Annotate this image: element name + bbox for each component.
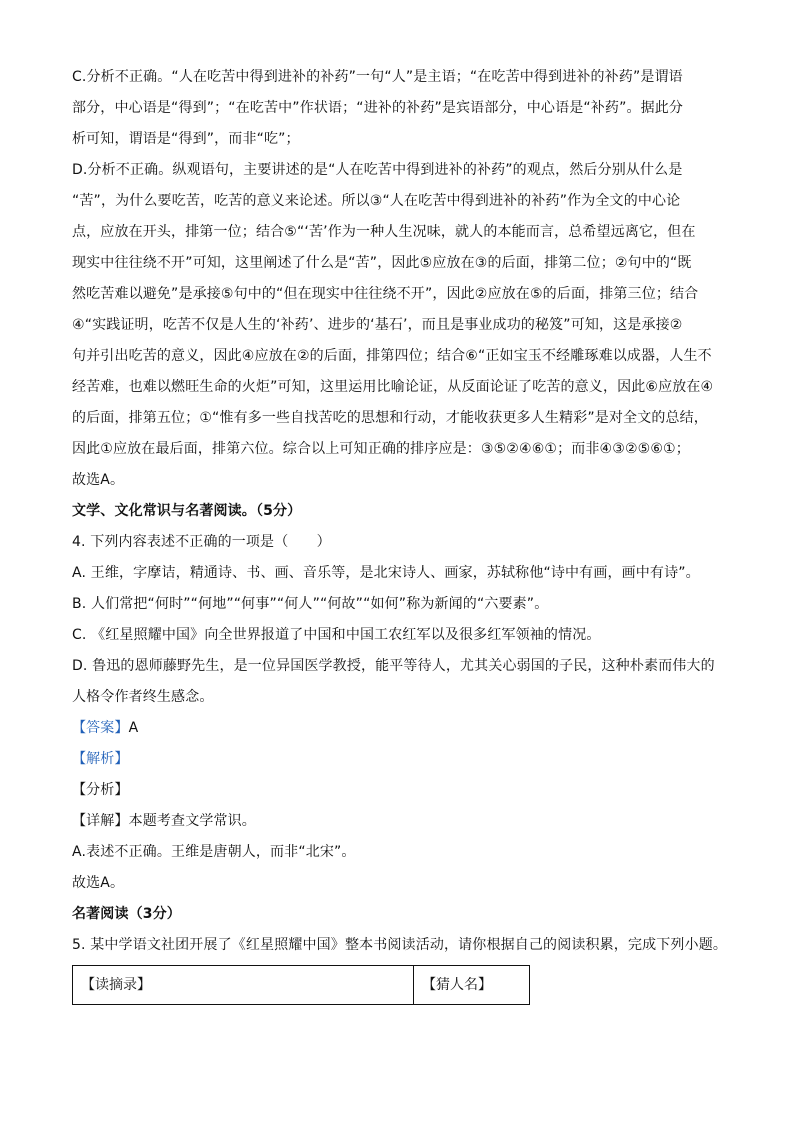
detail-explanation: A.表述不正确。王维是唐朝人，而非“北宋”。 (72, 844, 356, 860)
answer-line (72, 713, 724, 744)
detail-line (72, 806, 724, 837)
question-5 (72, 930, 728, 1005)
analysis-line: D.分析不正确。纵观语句，主要讲述的是“人在吃苦中得到进补的补药”的观点，然后分别从什么是 (72, 162, 683, 178)
analysis-line: 现实中往往绕不开”可知，这里阐述了什么是“苦”，因此⑤应放在③的后面，排第二位；②句中的“既 (72, 255, 692, 271)
reading-table (72, 965, 530, 1005)
question-stem: 5. 某中学语文社团开展了《红星照耀中国》整本书阅读活动，请你根据自己的阅读积累，完成下列小题。 (72, 937, 728, 953)
section-heading-literature: 文学、文化常识与名著阅读。（5分） (72, 503, 302, 519)
analysis-line: 因此①应放在最后面，排第六位。综合以上可知正确的排序应是：③⑤②④⑥①；而非④③②⑤⑥①； (72, 441, 690, 457)
analysis-tag: 【分析】 (72, 782, 129, 798)
analysis-line: “苦”，为什么要吃苦，吃苦的意义来论述。所以③“人在吃苦中得到进补的补药”作为全文的中心论 (72, 193, 681, 209)
analysis-line: 析可知，谓语是“得到”，而非“吃”； (72, 131, 300, 147)
analysis-conclusion: 故选A。 (72, 472, 125, 488)
table-header-excerpt: 【读摘录】 (73, 966, 414, 1004)
answer-value: A (128, 720, 139, 736)
option-b: B. 人们常把“何时”“何地”“何事”“何人”“何故”“如何”称为新闻的“六要素”。 (72, 596, 549, 612)
analysis-line: 的后面，排第五位；①“惟有多一些自找苦吃的思想和行动，才能收获更多人生精彩”是对全文的总结， (72, 410, 708, 426)
option-d: D. 鲁迅的恩师藤野先生，是一位异国医学教授，能平等待人，尤其关心弱国的子民，这种朴素而伟大的 (72, 658, 715, 674)
detail-tag: 【详解】 (72, 813, 129, 829)
explain-tag: 【解析】 (72, 751, 129, 767)
analysis-paragraph (72, 62, 724, 496)
question-conclusion: 故选A。 (72, 875, 125, 891)
analysis-line: C.分析不正确。“人在吃苦中得到进补的补药”一句“人”是主语；“在吃苦中得到进补的补药”是谓语 (72, 69, 683, 85)
analysis-tag-line (72, 775, 724, 806)
analysis-line: ④“实践证明，吃苦不仅是人生的‘补药’、进步的‘基石’，而且是事业成功的秘笈”可知，这是承接② (72, 317, 683, 333)
section-heading-classics: 名著阅读（3分） (72, 906, 181, 922)
document-page (72, 62, 728, 1005)
detail-text: 本题考查文学常识。 (128, 813, 256, 829)
answer-tag: 【答案】 (72, 720, 129, 736)
option-c: C. 《红星照耀中国》向全世界报道了中国和中国工农红军以及很多红军领袖的情况。 (72, 627, 601, 643)
option-a: A. 王维，字摩诘，精通诗、书、画、音乐等，是北宋诗人、画家，苏轼称他“诗中有画，画中有诗”。 (72, 565, 700, 581)
option-d-continued: 人格令作者终生感念。 (72, 689, 214, 705)
question-4 (72, 527, 724, 899)
question-stem: 4. 下列内容表述不正确的一项是（ ） (72, 534, 331, 550)
analysis-line: 点，应放在开头，排第一位；结合⑤“‘苦’作为一种人生况味，就人的本能而言，总希望远离它，但在 (72, 224, 696, 240)
analysis-line: 然吃苦难以避免”是承接⑤句中的“但在现实中往往绕不开”，因此②应放在⑤的后面，排第三位；结合 (72, 286, 699, 302)
analysis-line: 经苦难，也难以燃旺生命的火炬”可知，这里运用比喻论证，从反面论证了吃苦的意义，因此⑥应放在④ (72, 379, 714, 395)
explain-line (72, 744, 724, 775)
analysis-line: 部分，中心语是“得到”；“在吃苦中”作状语；“进补的补药”是宾语部分，中心语是“补药”。据此分 (72, 100, 684, 116)
table-header-guess-name: 【猜人名】 (422, 977, 492, 993)
analysis-line: 句并引出吃苦的意义，因此④应放在②的后面，排第四位；结合⑥“正如宝玉不经雕琢难以成器，人生不 (72, 348, 712, 364)
